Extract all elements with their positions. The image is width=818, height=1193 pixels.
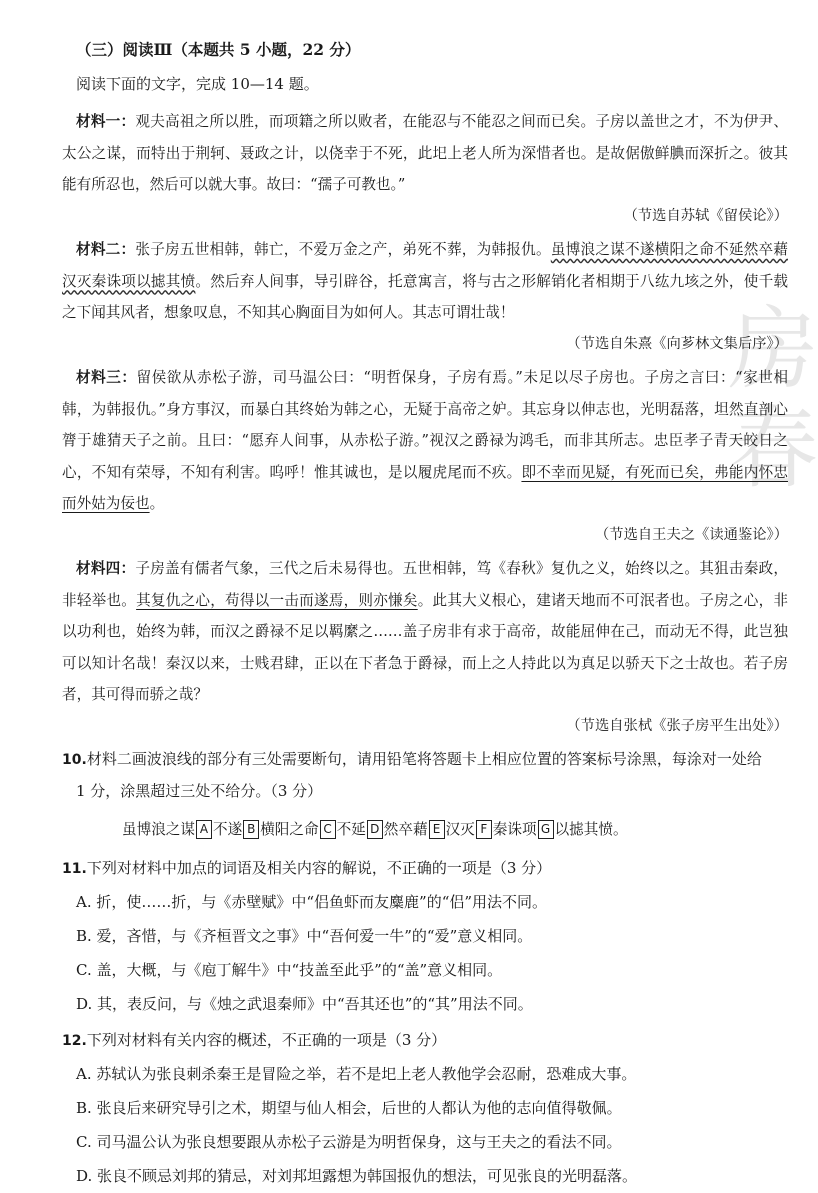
material-four <box>62 553 788 711</box>
question-11-option-a[interactable]: A. 折，使……折，与《赤壁赋》中“侣鱼虾而友麋鹿”的“侣”用法不同。 <box>76 893 548 911</box>
material-four-source: （节选自张栻《张子房平生出处》） <box>566 717 788 734</box>
question-10-number: 10. <box>62 752 87 768</box>
answer-mark-box[interactable]: A <box>196 820 212 839</box>
material-one-source: （节选自苏轼《留侯论》） <box>623 207 788 224</box>
material-three-text-b: 。 <box>149 495 165 512</box>
question-11-number: 11. <box>62 861 87 877</box>
material-three <box>62 362 788 520</box>
question-12-option-d[interactable]: D. 张良不顾忌刘邦的猜忌，对刘邦坦露想为韩国报仇的想法，可见张良的光明磊落。 <box>76 1167 638 1185</box>
material-three-text-a: 留侯欲从赤松子游，司马温公曰：“明哲保身，子房有焉。”未足以尽子房也。子房之言曰：“家世相韩，为韩报仇。”身方事汉，而暴白其终始为韩之心，无疑于高帝之妒。其忘身以伸志也，光明磊落，坦然直剖心膂于雄猜天子之前。且曰：“愿弃人间事，从赤松子游。”视汉之爵禄为鸿毛，而非其所志。忠臣孝子青天皎日之心，不知有荣辱，不知有利害。呜呼！惟其诚也，是以履虎尾而不疚。 <box>62 369 788 481</box>
material-two-wavy-passage: 虽博浪之谋不遂横阳之命不延然卒藉汉灭秦诛项以摅其愤 <box>62 241 788 290</box>
sequence-fragment: 秦诛项 <box>492 821 537 838</box>
question-11-option-d[interactable]: D. 其，表反问，与《烛之武退秦师》中“吾其还也”的“其”用法不同。 <box>76 995 533 1013</box>
question-10 <box>62 744 788 776</box>
answer-mark-box[interactable]: B <box>243 820 259 839</box>
question-12-option-b[interactable]: B. 张良后来研究导引之术，期望与仙人相会，后世的人都认为他的志向值得敬佩。 <box>76 1099 622 1117</box>
material-four-text-a: 子房盖有儒者气象，三代之后未易得也。五世相韩，笃《春秋》复仇之义，始终以之。其狙击秦政，非轻举也。 <box>62 560 788 609</box>
sequence-fragment: 横阳之命 <box>260 821 319 838</box>
material-two-text-b: 。然后弃人间事，导引辟谷，托意寓言，将与古之形解销化者相期于八纮九垓之外，使千载之下闻其风者，想象叹息，不知其心胸面目为如何人。其志可谓壮哉！ <box>62 272 788 321</box>
material-two-source: （节选自朱熹《向芗林文集后序》） <box>566 335 788 352</box>
material-three-label: 材料三： <box>76 369 137 386</box>
question-11-option-c[interactable]: C. 盖，大概，与《庖丁解牛》中“技盖至此乎”的“盖”意义相同。 <box>76 961 503 979</box>
material-one-label: 材料一： <box>76 113 136 130</box>
answer-mark-box[interactable]: G <box>538 820 554 839</box>
answer-mark-box[interactable]: D <box>367 820 383 839</box>
question-11-option-b[interactable]: B. 爱，吝惜，与《齐桓晋文之事》中“吾何爱一牛”的“爱”意义相同。 <box>76 927 533 945</box>
question-10-text: 材料二画波浪线的部分有三处需要断句，请用铅笔将答题卡上相应位置的答案标号涂黑，每涂对一处给 <box>86 750 762 768</box>
question-11-text: 下列对材料中加点的词语及相关内容的解说，不正确的一项是（3 分） <box>86 859 552 877</box>
sequence-fragment: 不延 <box>336 821 366 838</box>
question-12-number: 12. <box>62 1033 87 1049</box>
material-four-text-b: 。此其大义根心，建诸天地而不可泯者也。子房之心，非以功利也，始终为韩，而汉之爵禄不足以羁縻之……盖子房非有求于高帝，故能屈伸在己，而动无不得，此岂独可以知计名哉！秦汉以来，士贱君肆，正以在下者急于爵禄，而上之人持此以为真足以骄天下之士故也。若子房者，其可得而骄之哉？ <box>62 591 788 703</box>
section-heading: （三）阅读Ⅲ（本题共 5 小题，22 分） <box>76 40 361 59</box>
sequence-fragment: 然卒藉 <box>383 821 428 838</box>
sequence-fragment: 虽博浪之谋 <box>122 821 195 838</box>
material-four-underlined-sentence: 其复仇之心，苟得以一击而遂焉，则亦慊矣 <box>136 591 418 609</box>
material-three-underlined-sentence: 即不幸而见疑，有死而已矣，弗能内怀忠而外姑为佞也 <box>62 463 788 512</box>
sequence-fragment: 以摅其愤。 <box>554 821 628 838</box>
sequence-fragment: 汉灭 <box>445 821 475 838</box>
watermark-decoration: 房 春 <box>728 297 818 501</box>
material-three-source: （节选自王夫之《读通鉴论》） <box>594 526 788 543</box>
question-10-sequence <box>122 815 788 845</box>
answer-mark-box[interactable]: C <box>320 820 336 839</box>
answer-mark-box[interactable]: E <box>429 820 445 839</box>
reading-section <box>62 40 788 1193</box>
sequence-fragment: 不遂 <box>212 821 243 838</box>
material-two-label: 材料二： <box>76 241 136 258</box>
material-one <box>62 106 788 201</box>
question-12-option-c[interactable]: C. 司马温公认为张良想要跟从赤松子云游是为明哲保身，这与王夫之的看法不同。 <box>76 1133 622 1151</box>
question-12-text: 下列对材料有关内容的概述，不正确的一项是（3 分） <box>86 1031 447 1049</box>
material-one-text: 观夫高祖之所以胜，而项籍之所以败者，在能忍与不能忍之间而已矣。子房以盖世之才，不为伊尹、太公之谋，而特出于荆轲、聂政之计，以侥幸于不死，此圯上老人所为深惜者也。是故倨傲鲜腆而深折之。彼其能有所忍也，然后可以就大事。故曰：“孺子可教也。” <box>62 113 788 193</box>
material-two <box>62 234 788 329</box>
material-two-text-a: 张子房五世相韩，韩亡，不爱万金之产，弟死不葬，为韩报仇。 <box>135 241 551 258</box>
question-12-option-a[interactable]: A. 苏轼认为张良刺杀秦王是冒险之举，若不是圯上老人教他学会忍耐，恐难成大事。 <box>76 1065 637 1083</box>
answer-mark-box[interactable]: F <box>476 820 492 839</box>
question-11 <box>62 853 788 885</box>
question-12 <box>62 1025 788 1057</box>
material-four-label: 材料四： <box>76 560 136 577</box>
section-intro: 阅读下面的文字，完成 10—14 题。 <box>76 75 319 93</box>
question-10-text-cont: 1 分，涂黑超过三处不给分。（3 分） <box>76 782 323 800</box>
